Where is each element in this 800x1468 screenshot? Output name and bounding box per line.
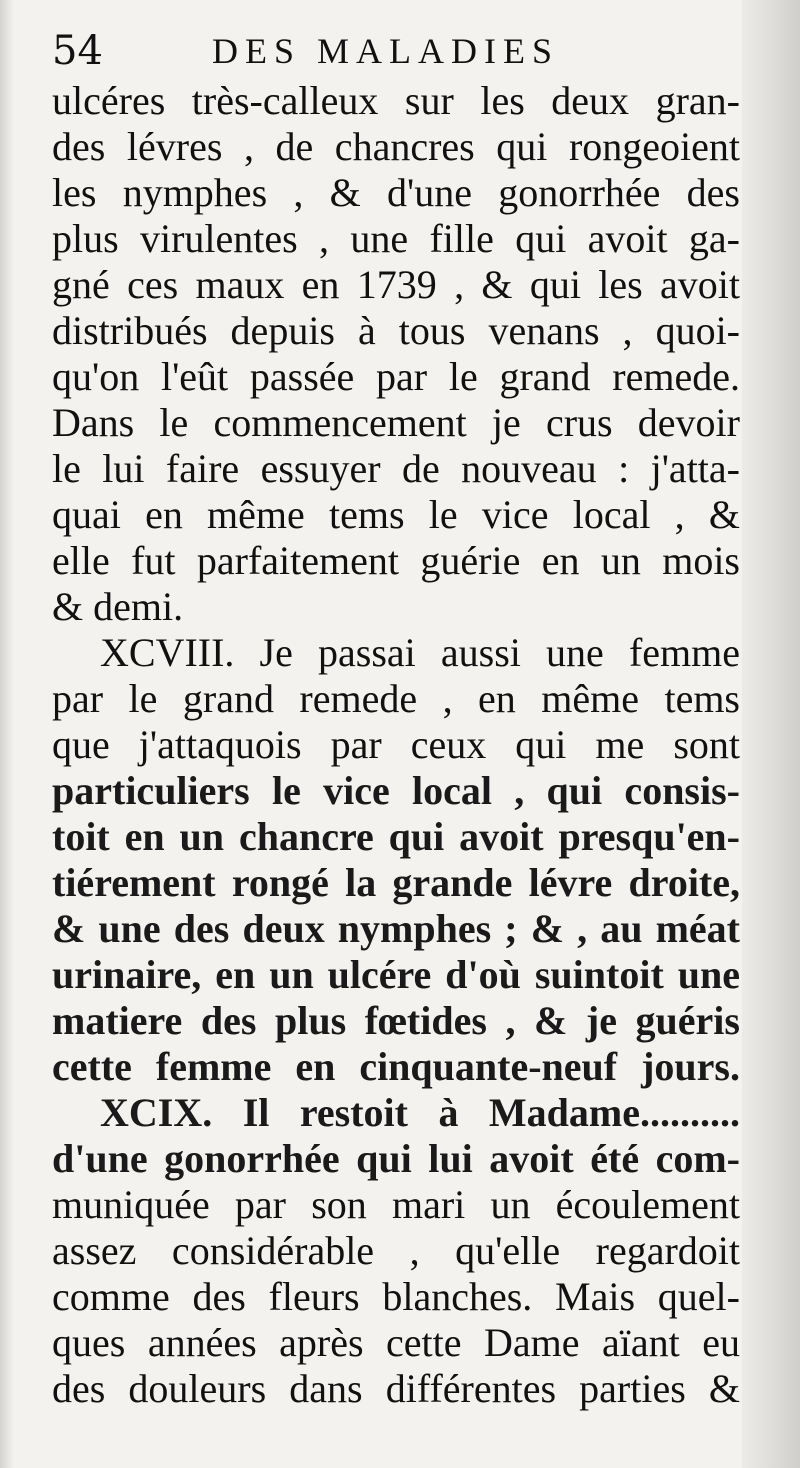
text-line: que j'attaquois par ceux qui me sont <box>52 722 740 767</box>
section-start-line: XCIX. Il restoit à Madame.......... <box>100 1090 740 1135</box>
running-head: DES MALADIES <box>212 31 560 71</box>
text-line: ulcéres très-calleux sur les deux gran- <box>52 78 740 123</box>
text-line: & une des deux nymphes ; & , au méat <box>52 906 740 951</box>
text-line: particuliers le vice local , qui consis- <box>52 768 740 813</box>
text-line: tiérement rongé la grande lévre droite, <box>52 860 740 905</box>
text-line: les nymphes , & d'une gonorrhée des <box>52 170 740 215</box>
page-number: 54 <box>52 28 103 74</box>
paragraph-end-line: & demi. <box>52 584 184 629</box>
text-line: gné ces maux en 1739 , & qui les avoit <box>52 262 740 307</box>
text-line: d'une gonorrhée qui lui avoit été com- <box>52 1136 740 1181</box>
text-line: assez considérable , qu'elle regardoit <box>52 1228 740 1273</box>
text-line: distribués depuis à tous venans , quoi- <box>52 308 740 353</box>
text-line: quai en même tems le vice local , & <box>52 492 740 537</box>
text-line: des lévres , de chancres qui rongeoient <box>52 124 740 169</box>
text-line: des douleurs dans différentes parties & <box>52 1366 740 1411</box>
body-text <box>52 78 740 1412</box>
text-line: elle fut parfaitement guérie en un mois <box>52 538 740 583</box>
text-line: Dans le commencement je crus devoir <box>52 400 740 445</box>
text-line: le lui faire essuyer de nouveau : j'atta- <box>52 446 740 491</box>
text-line: comme des fleurs blanches. Mais quel- <box>52 1274 740 1319</box>
paragraph-end-line: cette femme en cinquante-neuf jours. <box>52 1044 740 1089</box>
page-shadow-right <box>742 0 800 1468</box>
text-line: qu'on l'eût passée par le grand remede. <box>52 354 740 399</box>
text-line: urinaire, en un ulcére d'où suintoit une <box>52 952 740 997</box>
text-line: matiere des plus fœtides , & je guéris <box>52 998 740 1043</box>
page-header <box>52 28 752 78</box>
text-line: muniquée par son mari un écoulement <box>52 1182 740 1227</box>
text-line: ques années après cette Dame aïant eu <box>52 1320 740 1365</box>
text-line: par le grand remede , en même tems <box>52 676 740 721</box>
text-line: toit en un chancre qui avoit presqu'en- <box>52 814 740 859</box>
section-start-line: XCVIII. Je passai aussi une femme <box>100 630 740 675</box>
page-shadow-left <box>0 0 14 1468</box>
text-line: plus virulentes , une fille qui avoit ga- <box>52 216 740 261</box>
